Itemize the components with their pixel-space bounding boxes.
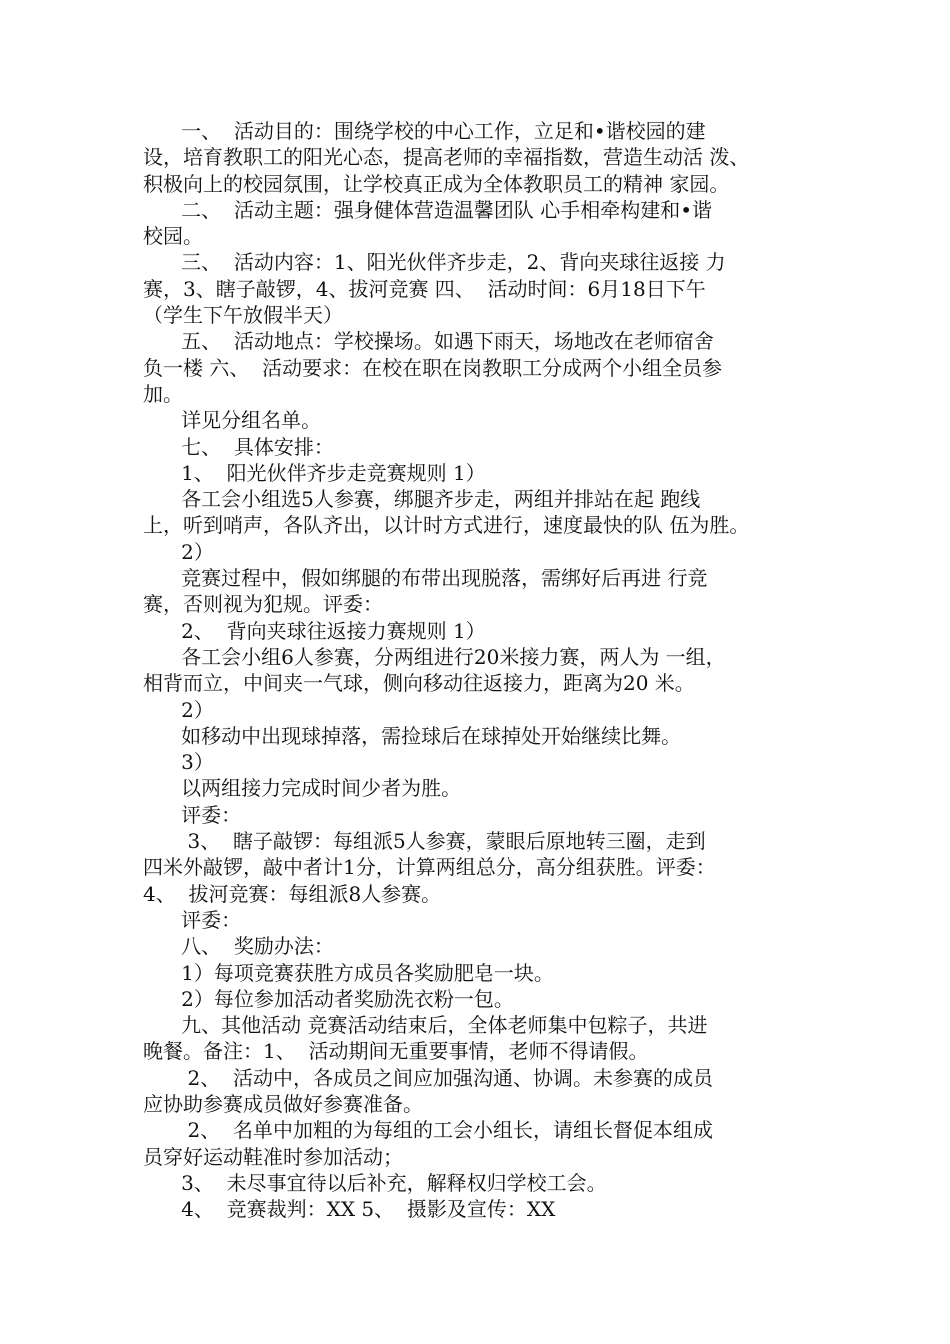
text-line: 三、 活动内容：1、阳光伙伴齐步走，2、背向夹球往返接 力 [143,250,726,275]
text-line: 校园。 [143,224,203,249]
text-line: 4、 竞赛裁判：XX 5、 摄影及宣传：XX [143,1197,556,1222]
text-line: 二、 活动主题：强身健体营造温馨团队 心手相牵构建和•谐 [143,197,713,222]
text-line: 八、 奖励办法： [143,934,334,959]
text-line: 竞赛过程中，假如绑腿的布带出现脱落，需绑好后再进 行竞 [143,566,708,591]
document-body [143,118,823,1222]
text-line: 1、 阳光伙伴齐步走竞赛规则 1） [143,460,486,485]
text-line: 以两组接力完成时间少者为胜。 [143,776,462,801]
text-line: 各工会小组6人参赛，分两组进行20米接力赛，两人为 一组， [143,644,726,669]
text-line: 应协助参赛成员做好参赛准备。 [143,1091,423,1116]
text-line: 加。 [143,381,183,406]
text-line: 设，培育教职工的阳光心态，提高老师的幸福指数，营造生动活 泼、 [143,145,750,170]
text-line: 2、 背向夹球往返接力赛规则 1） [143,618,486,643]
text-line: 晚餐。备注：1、 活动期间无重要事情，老师不得请假。 [143,1039,649,1064]
text-line: （学生下午放假半天） [143,303,343,328]
text-line: 赛，否则视为犯规。评委： [143,592,383,617]
text-line: 1）每项竞赛获胜方成员各奖励肥皂一块。 [143,960,554,985]
text-line: 3、 未尽事宜待以后补充，解释权归学校工会。 [143,1170,607,1195]
text-line: 2） [143,697,214,722]
text-line: 详见分组名单。 [143,408,322,433]
text-line: 负一楼 六、 活动要求：在校在职在岗教职工分成两个小组全员参 [143,355,723,380]
text-line: 一、 活动目的：围绕学校的中心工作，立足和•谐校园的建 [143,119,706,143]
text-line: 2）每位参加活动者奖励洗衣粉一包。 [143,986,514,1011]
text-line: 2） [143,539,214,564]
text-line: 五、 活动地点：学校操场。如遇下雨天，场地改在老师宿舍 [143,329,714,354]
text-line: 四米外敲锣，敲中者计1分，计算两组总分，高分组获胜。评委： [143,855,716,880]
text-line: 评委： [143,802,242,827]
text-line: 赛，3、瞎子敲锣，4、拔河竞赛 四、 活动时间：6月18日下午 [143,276,706,301]
text-line: 员穿好运动鞋准时参加活动； [143,1144,403,1169]
text-line: 3、 瞎子敲锣：每组派5人参赛，蒙眼后原地转三圈，走到 [143,829,706,854]
text-line: 评委： [143,907,242,932]
text-line: 4、 拔河竞赛：每组派8人参赛。 [143,881,442,906]
text-line: 2、 名单中加粗的为每组的工会小组长，请组长督促本组成 [143,1118,713,1143]
text-line: 如移动中出现球掉落，需捡球后在球掉处开始继续比舞。 [143,723,682,748]
text-line: 相背而立，中间夹一气球，侧向移动往返接力，距离为20 米。 [143,671,695,696]
text-line: 九、其他活动 竞赛活动结束后，全体老师集中包粽子，共进 [143,1013,708,1038]
text-line: 2、 活动中，各成员之间应加强沟通、协调。未参赛的成员 [143,1065,713,1090]
text-line: 积极向上的校园氛围，让学校真正成为全体教职员工的精神 家园。 [143,171,730,196]
text-line: 各工会小组选5人参赛，绑腿齐步走，两组并排站在起 跑线 [143,487,701,512]
text-line: 上，听到哨声，各队齐出，以计时方式进行，速度最快的队 伍为胜。 [143,513,750,538]
text-line: 3） [143,750,214,775]
text-line: 七、 具体安排： [143,434,334,459]
